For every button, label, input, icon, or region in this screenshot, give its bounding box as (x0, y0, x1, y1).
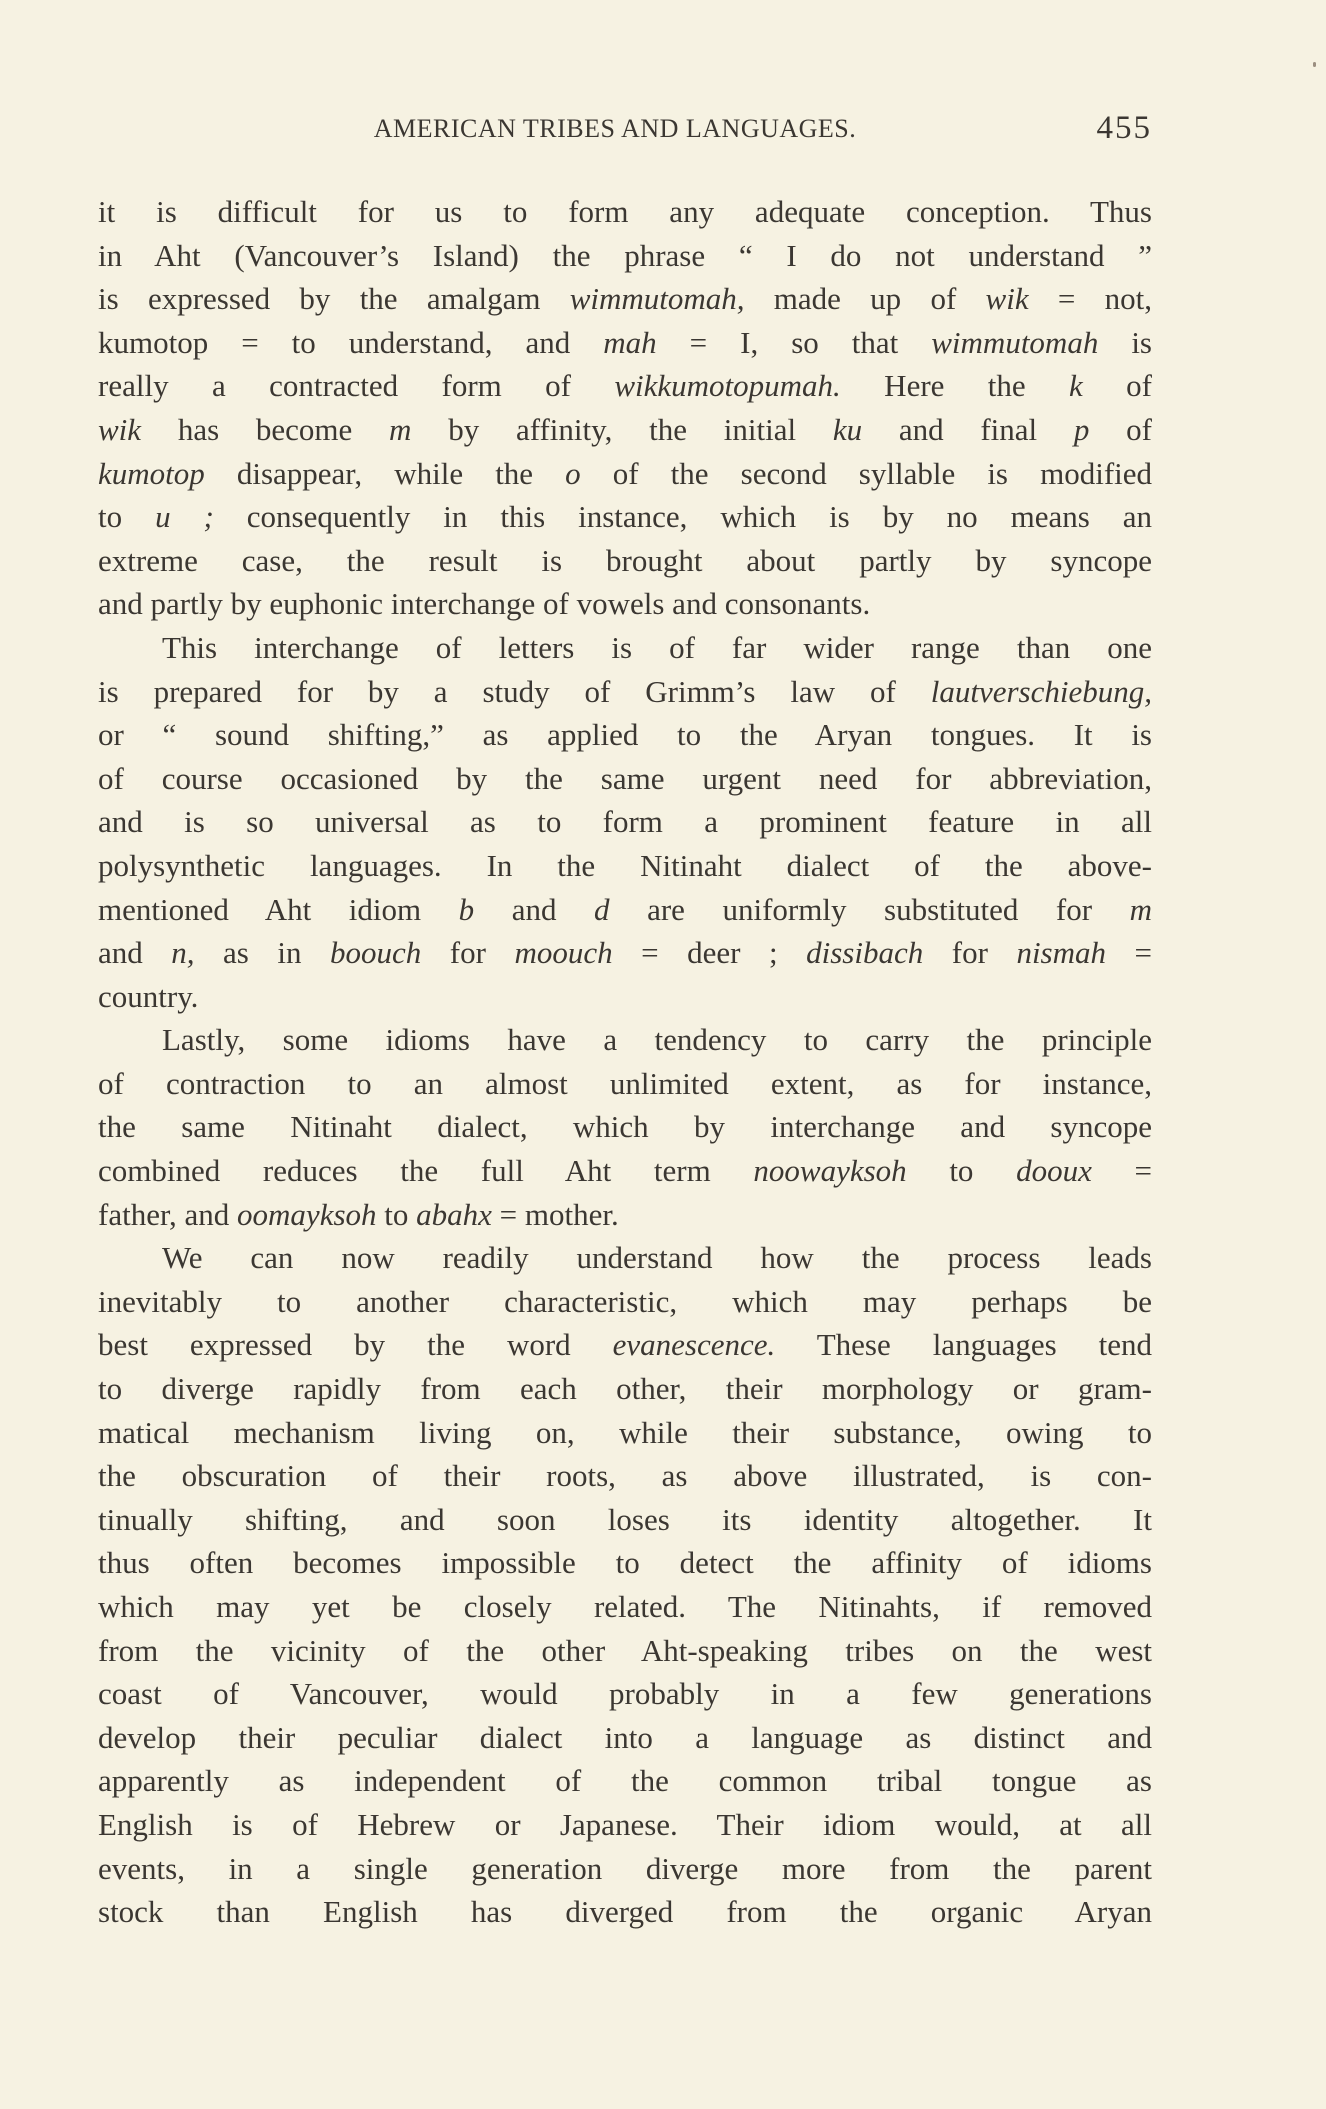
text-run: polysynthetic languages. In the Nitinaht dialect of the above- (98, 847, 1152, 883)
text-run: consequently in this instance, which is by no means an (213, 499, 1152, 535)
text-run: Here the (840, 368, 1070, 404)
text-run: for (923, 935, 1017, 971)
text-run: disappear, while the (204, 455, 566, 491)
text-run: kumotop = to understand, and (98, 324, 604, 360)
text-line (98, 1890, 1152, 1934)
running-head (98, 110, 1152, 150)
italic-term: lautverschiebung, (930, 673, 1152, 709)
italic-term: wik (985, 281, 1029, 317)
text-run: mentioned Aht idiom (98, 891, 459, 927)
text-line (98, 1323, 1152, 1367)
italic-term: abahx (416, 1196, 492, 1232)
text-run: = I, so that (656, 324, 932, 360)
italic-term: wimmutomah, (569, 281, 745, 317)
italic-term: b (458, 891, 475, 927)
text-line (98, 975, 1152, 1019)
text-run: tinually shifting, and soon loses its identity altogether. It (98, 1501, 1152, 1537)
text-run: = (1091, 1153, 1153, 1189)
body-text (98, 190, 1152, 1934)
italic-term: moouch (514, 935, 613, 971)
text-run: really a contracted form of (98, 368, 615, 404)
text-run: best expressed by the word (98, 1327, 613, 1363)
text-line (98, 1541, 1152, 1585)
running-head-title: AMERICAN TRIBES AND LANGUAGES. (373, 114, 857, 143)
text-run: by affinity, the initial (411, 411, 833, 447)
text-line (98, 757, 1152, 801)
text-line (98, 277, 1152, 321)
italic-term: dissibach (806, 935, 924, 971)
italic-term: u ; (155, 499, 214, 535)
italic-term: wimmutomah (931, 324, 1099, 360)
text-run: stock than English has diverged from the organic Aryan (98, 1894, 1152, 1930)
text-run: country. (98, 978, 199, 1014)
text-run: of contraction to an almost unlimited extent, as for instance, (98, 1065, 1152, 1101)
text-run: inevitably to another characteristic, which may perhaps be (98, 1283, 1152, 1319)
italic-term: nismah (1016, 935, 1107, 971)
italic-term: m (389, 411, 412, 447)
italic-term: m (1129, 891, 1152, 927)
text-line (98, 1062, 1152, 1106)
text-line (98, 1149, 1152, 1193)
text-line (98, 1629, 1152, 1673)
text-run: and final (862, 411, 1074, 447)
text-run: it is difficult for us to form any adequate conception. Thus (98, 194, 1152, 229)
text-line (98, 408, 1152, 452)
text-line (98, 844, 1152, 888)
text-line (98, 1193, 1152, 1237)
paragraph (98, 1018, 1152, 1236)
scan-speck (1313, 62, 1316, 67)
text-line (98, 800, 1152, 844)
italic-term: kumotop (98, 455, 205, 491)
text-line (98, 1105, 1152, 1149)
italic-term: n, (171, 935, 195, 971)
paragraph (98, 1236, 1152, 1934)
text-run: Lastly, some idioms have a tendency to carry the principle (162, 1022, 1152, 1058)
text-run: from the vicinity of the other Aht-speaking tribes on the west (98, 1632, 1152, 1668)
text-run: is prepared for by a study of Grimm’s law of (98, 673, 931, 709)
italic-term: mah (603, 324, 657, 360)
text-run: to (376, 1196, 417, 1232)
text-line (98, 234, 1152, 278)
text-run: matical mechanism living on, while their substance, owing to (98, 1414, 1152, 1450)
text-line (98, 364, 1152, 408)
text-run: are uniformly substituted for (609, 891, 1130, 927)
text-line (98, 190, 1152, 234)
text-run: and partly by euphonic interchange of vowels and consonants. (98, 586, 871, 622)
text-run: We can now readily understand how the process leads (162, 1240, 1152, 1276)
text-line (98, 1498, 1152, 1542)
paragraph (98, 626, 1152, 1018)
text-line (98, 713, 1152, 757)
text-line (98, 321, 1152, 365)
text-line (98, 452, 1152, 496)
text-run: = deer ; (612, 935, 807, 971)
text-line (98, 1847, 1152, 1891)
text-run: for (421, 935, 515, 971)
text-run: = mother. (491, 1196, 619, 1232)
italic-term: o (565, 455, 581, 491)
text-line (98, 1803, 1152, 1847)
text-run: thus often becomes impossible to detect the affinity of idioms (98, 1545, 1152, 1581)
text-run: has become (141, 411, 390, 447)
text-line (98, 1018, 1152, 1062)
text-line (98, 1280, 1152, 1324)
text-run: to (906, 1153, 1017, 1189)
italic-term: oomayksoh (237, 1196, 377, 1232)
text-line (98, 539, 1152, 583)
text-run: as in (194, 935, 331, 971)
text-run: to diverge rapidly from each other, their morphology or gram- (98, 1371, 1152, 1407)
text-run: made up of (744, 281, 986, 317)
text-run: the obscuration of their roots, as above illustrated, is con- (98, 1458, 1152, 1494)
text-run: apparently as independent of the common tribal tongue as (98, 1763, 1152, 1799)
text-run: of course occasioned by the same urgent need for abbreviation, (98, 760, 1152, 796)
text-line (98, 495, 1152, 539)
text-line (98, 582, 1152, 626)
text-line (98, 1672, 1152, 1716)
text-run: events, in a single generation diverge more from the parent (98, 1850, 1152, 1886)
text-line (98, 1411, 1152, 1455)
text-run: of (1089, 411, 1152, 447)
italic-term: noowayksoh (753, 1153, 907, 1189)
text-run: combined reduces the full Aht term (98, 1153, 754, 1189)
text-run: and is so universal as to form a prominent feature in all (98, 804, 1152, 840)
text-line (98, 626, 1152, 670)
text-run: of the second syllable is modified (580, 455, 1153, 491)
text-run: = not, (1028, 281, 1152, 317)
text-line (98, 1759, 1152, 1803)
text-run: father, and (98, 1196, 238, 1232)
text-run: extreme case, the result is brought about partly by syncope (98, 542, 1152, 578)
italic-term: boouch (330, 935, 422, 971)
italic-term: wik (98, 411, 142, 447)
text-run: is (1098, 324, 1152, 360)
text-run: and (98, 935, 172, 971)
italic-term: evanescence. (612, 1327, 776, 1363)
italic-term: d (594, 891, 610, 927)
text-run: the same Nitinaht dialect, which by interchange and syncope (98, 1109, 1152, 1145)
text-run: in Aht (Vancouver’s Island) the phrase “ I do not understand ” (98, 237, 1152, 273)
text-line (98, 1236, 1152, 1280)
italic-term: dooux (1016, 1153, 1092, 1189)
text-run: which may yet be closely related. The Nitinahts, if removed (98, 1589, 1152, 1624)
text-line (98, 670, 1152, 714)
text-run: of (1082, 368, 1152, 404)
text-line (98, 1585, 1152, 1629)
text-run: English is of Hebrew or Japanese. Their idiom would, at all (98, 1806, 1152, 1842)
italic-term: wikkumotopumah. (614, 368, 841, 404)
text-line (98, 1716, 1152, 1760)
text-run: to (98, 499, 156, 535)
text-run: develop their peculiar dialect into a language as distinct and (98, 1719, 1152, 1755)
text-run: is expressed by the amalgam (98, 281, 570, 317)
text-line (98, 1454, 1152, 1498)
text-run: or “ sound shifting,” as applied to the Aryan tongues. It is (98, 717, 1152, 753)
italic-term: ku (832, 411, 863, 447)
page-number: 455 (1096, 110, 1152, 146)
text-run: coast of Vancouver, would probably in a few generations (98, 1676, 1152, 1712)
italic-term: k (1069, 368, 1083, 404)
text-line (98, 931, 1152, 975)
text-line (98, 1367, 1152, 1411)
text-run: These languages tend (775, 1327, 1152, 1363)
italic-term: p (1073, 411, 1090, 447)
text-run: and (474, 891, 595, 927)
text-line (98, 888, 1152, 932)
text-run: = (1106, 935, 1153, 971)
text-run: This interchange of letters is of far wider range than one (162, 629, 1152, 665)
paragraph (98, 190, 1152, 626)
